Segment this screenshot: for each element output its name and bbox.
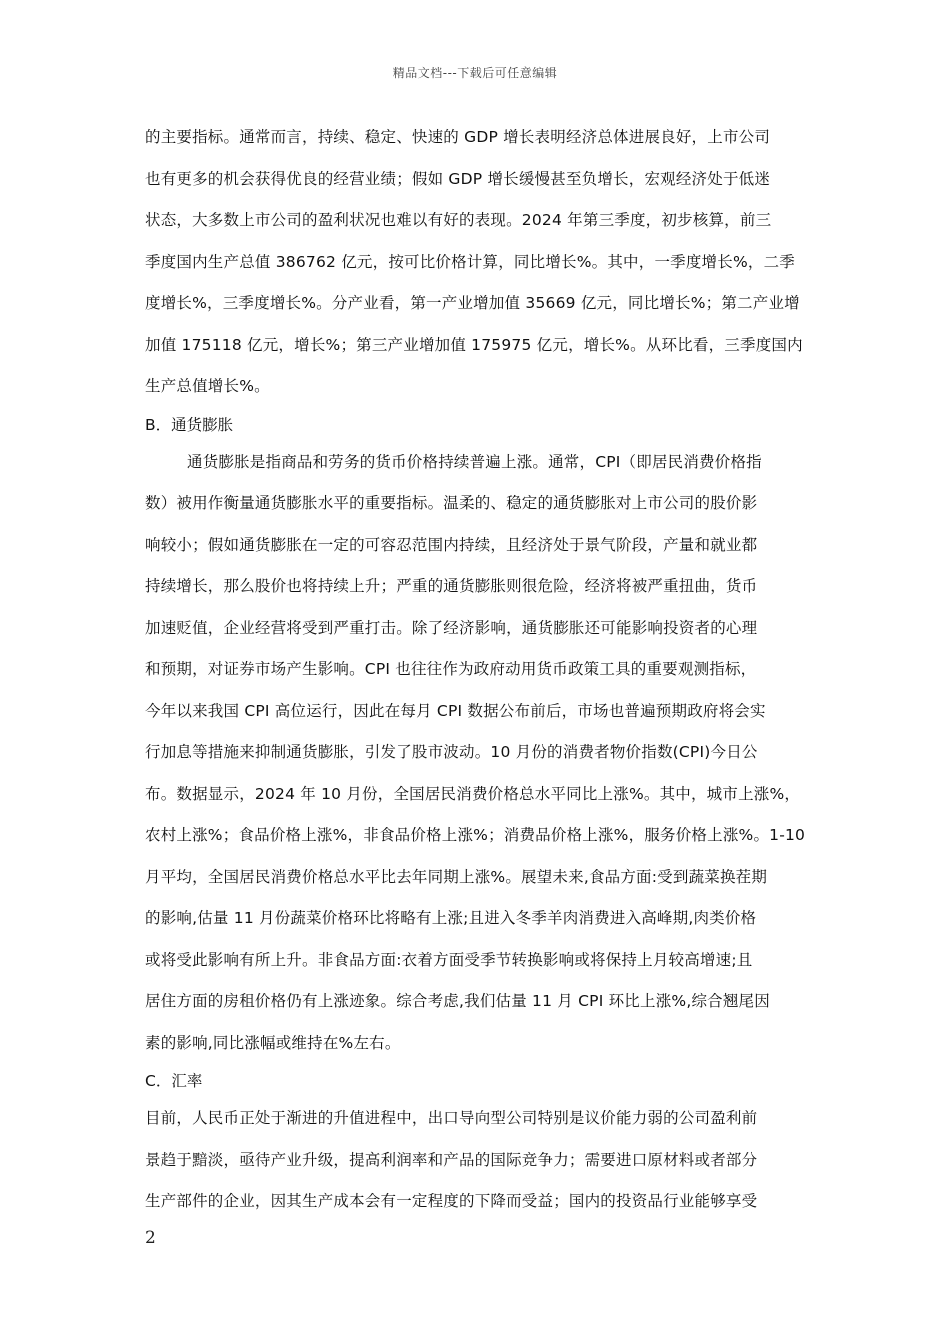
paragraph-line: 也有更多的机会获得优良的经营业绩；假如 GDP 增长缓慢甚至负增长，宏观经济处于低迷: [145, 169, 771, 188]
paragraph-line: 布。数据显示，2024 年 10 月份，全国居民消费价格总水平同比上涨%。其中，城市上涨%，: [145, 784, 801, 803]
paragraph-line: 数）被用作衡量通货膨胀水平的重要指标。温柔的、稳定的通货膨胀对上市公司的股价影: [145, 494, 758, 512]
paragraph-line: 的主要指标。通常而言，持续、稳定、快速的 GDP 增长表明经济总体进展良好，上市公司: [145, 128, 771, 146]
paragraph-line: 素的影响,同比涨幅或维持在%左右。: [145, 1033, 401, 1052]
paragraph-line: 度增长%，三季度增长%。分产业看，第一产业增加值 35669 亿元，同比增长%；第二产业增: [145, 294, 800, 312]
paragraph-line: 农村上涨%；食品价格上涨%，非食品价格上涨%；消费品价格上涨%，服务价格上涨%。1-10: [145, 826, 806, 844]
paragraph-line: 加值 175118 亿元，增长%；第三产业增加值 175975 亿元，增长%。从环比看，三季度国内: [145, 335, 803, 354]
inflation-paragraph: [145, 442, 813, 1065]
paragraph-line: 或将受此影响有所上升。非食品方面:衣着方面受季节转换影响或将保持上月较高增速;且: [145, 950, 753, 969]
paragraph-line: 和预期，对证券市场产生影响。CPI 也往往作为政府动用货币政策工具的重要观测指标，: [145, 660, 757, 678]
paragraph-line: 生产部件的企业，因其生产成本会有一定程度的下降而受益；国内的投资品行业能够享受: [145, 1192, 758, 1210]
paragraph-line: 的影响,估量 11 月份蔬菜价格环比将略有上涨;且进入冬季羊肉消费进入高峰期,肉类价格: [145, 909, 757, 927]
paragraph-line: 目前，人民币正处于渐进的升值进程中，出口导向型公司特别是议价能力弱的公司盈利前: [145, 1109, 758, 1127]
paragraph-line: 持续增长，那么股价也将持续上升；严重的通货膨胀则很危险，经济将被严重扭曲，货币: [145, 577, 758, 595]
page-header: 精品文档---下载后可任意编辑: [392, 66, 558, 80]
paragraph-line: 景趋于黯淡，亟待产业升级，提高利润率和产品的国际竞争力；需要进口原材料或者部分: [145, 1150, 758, 1169]
section-heading-inflation: B．通货膨胀: [145, 415, 234, 434]
paragraph-line: 季度国内生产总值 386762 亿元，按可比价格计算，同比增长%。其中，一季度增长%，二季: [145, 252, 795, 271]
paragraph-line: 响较小；假如通货膨胀在一定的可容忍范围内持续，且经济处于景气阶段，产量和就业都: [145, 535, 758, 554]
paragraph-line: 月平均，全国居民消费价格总水平比去年同期上涨%。展望未来,食品方面:受到蔬菜换茬期: [145, 867, 768, 886]
paragraph-line: 通货膨胀是指商品和劳务的货币价格持续普遍上涨。通常，CPI（即居民消费价格指: [187, 452, 762, 471]
paragraph-line: 加速贬值，企业经营将受到严重打击。除了经济影响，通货膨胀还可能影响投资者的心理: [145, 618, 758, 637]
document-body: [145, 117, 813, 1223]
paragraph-line: 状态，大多数上市公司的盈利状况也难以有好的表现。2024 年第三季度，初步核算，前三: [145, 211, 772, 229]
exchange-rate-paragraph: [145, 1098, 813, 1223]
paragraph-line: 今年以来我国 CPI 高位运行，因此在每月 CPI 数据公布前后，市场也普遍预期政府将会实: [145, 701, 766, 720]
paragraph-line: 行加息等措施来抑制通货膨胀，引发了股市波动。10 月份的消费者物价指数(CPI)今日公: [145, 743, 758, 761]
paragraph-line: 居住方面的房租价格仍有上涨迹象。综合考虑,我们估量 11 月 CPI 环比上涨%,综合翘尾因: [145, 992, 770, 1010]
page-number: 2: [145, 1228, 156, 1248]
section-heading-exchange-rate: C．汇率: [145, 1072, 203, 1090]
paragraph-line: 生产总值增长%。: [145, 377, 270, 395]
gdp-paragraph: [145, 117, 813, 408]
